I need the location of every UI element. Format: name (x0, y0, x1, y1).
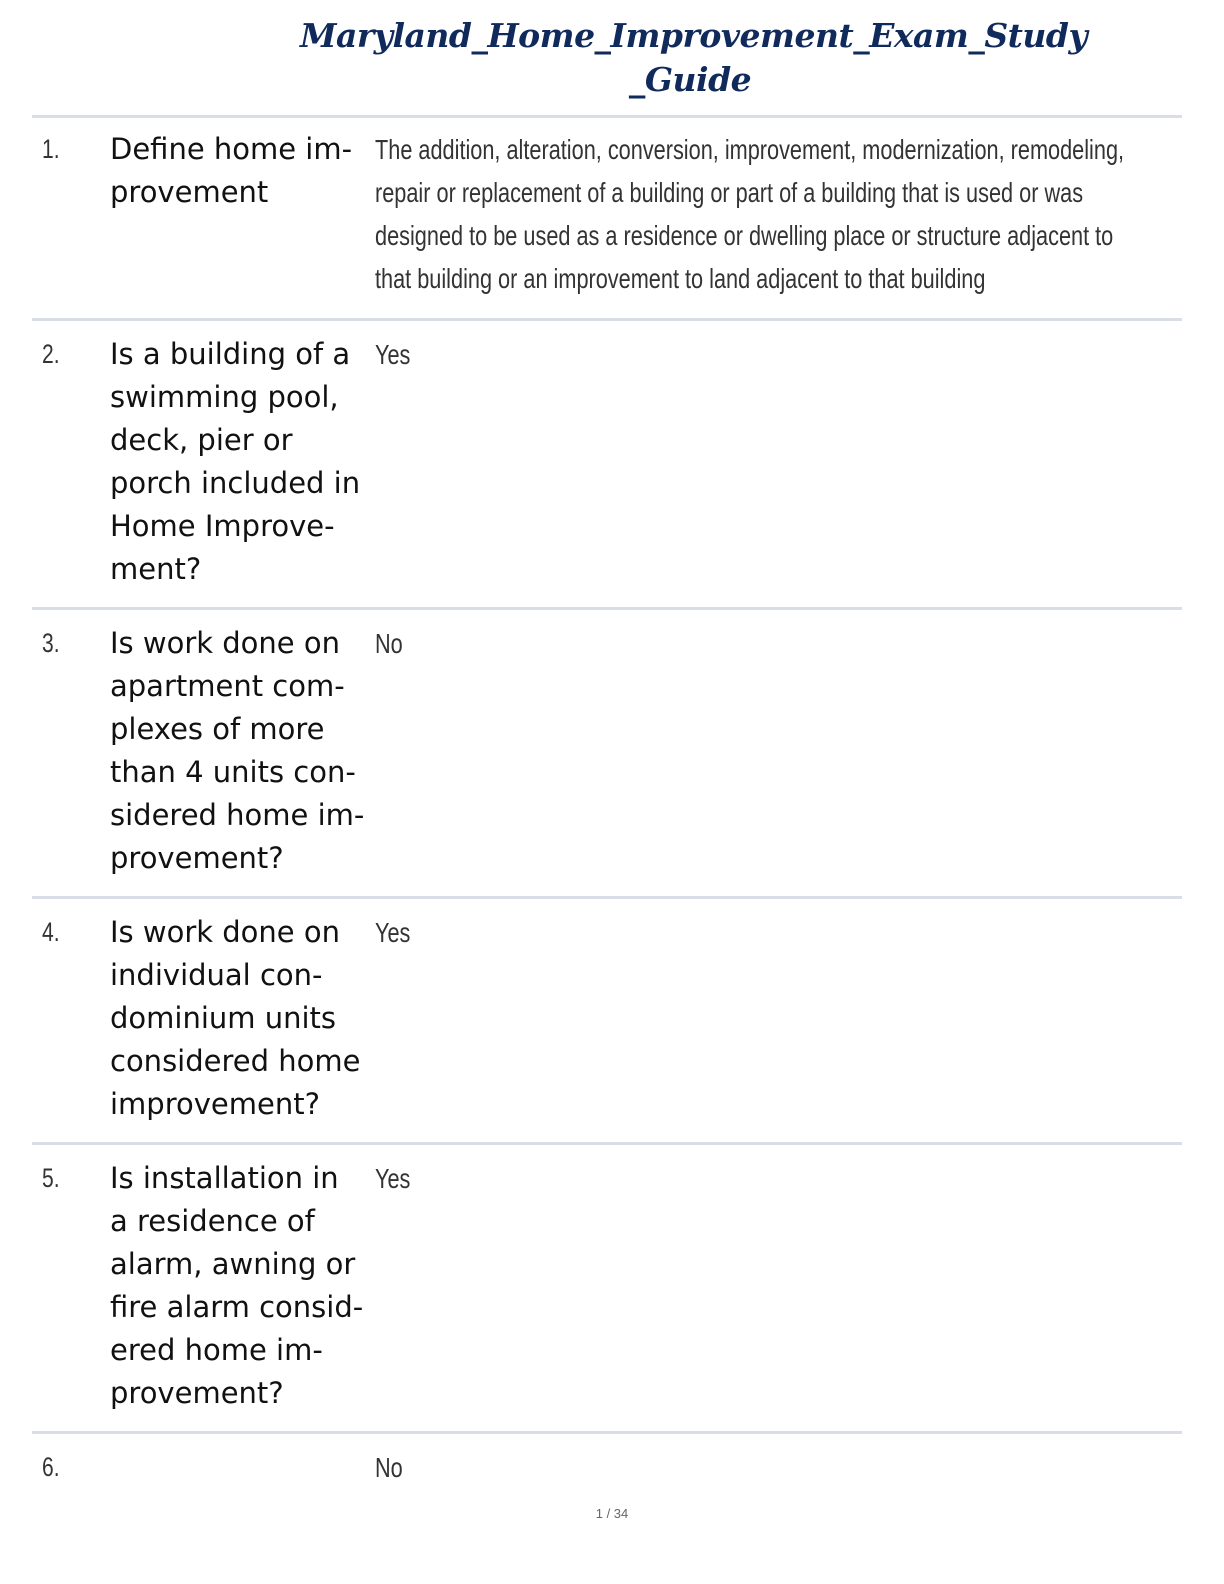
divider (32, 896, 1182, 899)
divider (32, 1142, 1182, 1145)
card-question: Is installation in a residence of alarm, awning or fire alarm consid- ered home im- provement? (110, 1161, 364, 1410)
card-question: Is a building of a swimming pool, deck, pier or porch included in Home Improve- ment? (110, 337, 361, 586)
divider (32, 115, 1182, 118)
card-number: 4. (42, 917, 60, 947)
card-number: 5. (42, 1163, 60, 1193)
card-question: Define home im- provement (110, 132, 353, 209)
card-answer: Yes (375, 339, 411, 370)
card-answer: Yes (375, 917, 411, 948)
divider (32, 607, 1182, 610)
divider (32, 1431, 1182, 1434)
card-number: 2. (42, 339, 60, 369)
card-answer: No (375, 628, 403, 659)
card-number: 3. (42, 628, 60, 658)
card-question: Is work done on apartment com- plexes of more than 4 units con- sidered home im- provement? (110, 626, 365, 875)
divider (32, 318, 1182, 321)
page-indicator: 1 / 34 (595, 1506, 629, 1521)
card-answer: The addition, alteration, conversion, improvement, modernization, remodeling, repair or replacement of a building or part of a building that is used or was designed to be used as a residence or dwelling place or structure adjacent to that building or an improvement to land adjacent to that building (375, 134, 1125, 294)
card-number: 6. (42, 1452, 60, 1482)
card-number: 1. (42, 134, 60, 164)
card-answer: Yes (375, 1163, 411, 1194)
document-title: Maryland_Home_Improvement_Exam_Study _Guide (300, 16, 1088, 99)
card-question: Is work done on individual con- dominium units considered home improvement? (110, 915, 361, 1121)
card-answer: No (375, 1452, 403, 1483)
